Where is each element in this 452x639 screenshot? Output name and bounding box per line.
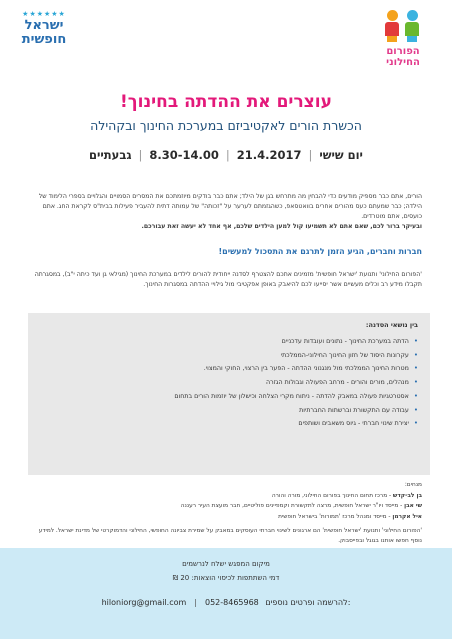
contact-line: hiloniorg@gmail.com | 052-8465968 להרשמה ופרטים נוספים:	[101, 598, 351, 607]
list-item: •עקרונות היסוד של חזון החינוך החילוני-הממלכתי	[280, 350, 418, 359]
children-figures-icon	[374, 8, 432, 46]
presenters-heading: מנחים:	[404, 482, 422, 488]
event-date: 21.4.2017	[236, 148, 302, 162]
bullet-icon: •	[413, 419, 418, 428]
bullet-icon: •	[413, 378, 418, 387]
list-item: •יצירת שינוי חברתי - גיוס משאבים ושותפים	[298, 419, 418, 428]
event-day: יום שישי	[319, 148, 363, 162]
logo-right-line2: החילוני	[386, 57, 420, 68]
program-paragraph: 'הפורום החילוני' ותנועת 'ישראל חופשית' מזמינים אתכם להצטרף לסדנה ייחודית להורים לילדים במערכת החינוך (מגילאי גן ועד כיתה י"ב), במסגרתה תקבלו מידע רב וכלים מעשיים אשר יסייעו לכם להיאבק באופן אפקטיבי מול גילויי ההדתה במסגרות החינוך.	[34, 271, 422, 288]
event-details: יום שישי|21.4.2017|8.30-14.00|גבעתיים	[89, 148, 363, 162]
bullet-icon: •	[413, 350, 418, 359]
intro-bold-text: ובעיקר ברור לכם, שאם אתם לא תשמיעו קול למען הילדים שלכם, אף אחד לא יעשה זאת עבורכם.	[141, 223, 422, 230]
presenter-row: איל אקרמן - מייסד ומנהל מרכז 'תמורות' בישראל חופשית	[278, 513, 422, 520]
bullet-icon: •	[413, 337, 418, 345]
list-item: •מנהלים, מורים והורים - מרחב הפעולה וגבולות הגזרה	[266, 378, 418, 387]
stars-icon: ★★★★★★	[22, 10, 66, 18]
page-subtitle: הכשרת הורים לאקטיביזם במערכת החינוך ובקהילה	[90, 118, 362, 133]
intro-paragraph	[30, 192, 422, 232]
presenter-row: שי אבן - מייסד ויו"ר ישראל חופשית, מרצה לתקשורת וקמפיינים פוליטיים, חבר מועצת העיר רעננה	[180, 503, 422, 509]
presenters-section	[30, 480, 422, 522]
list-item: •עבודה עם התקשורת וברשתות החברתיות	[299, 405, 418, 414]
footer-banner	[0, 548, 452, 639]
fee-note: דמי השתתפות לכיסוי הוצאות: 20 ₪	[172, 574, 280, 582]
bullet-icon: •	[413, 405, 418, 414]
page-title: עוצרים את ההדתה בחינוך!	[120, 92, 332, 112]
topics-list	[174, 335, 418, 431]
bullet-icon: •	[413, 364, 418, 373]
list-item: •מטרות החינוך הממלכתי מול מנגנוני ההדתה - הפער בין הרצוי, החוקי והמצוי.	[203, 364, 418, 373]
intro-text: הורים, אתם כבר מספיק מודעים כדי להבחין מה מתרחש בגן של הילד; אתם כבר בודקים מיוזמתכם את המסרים הסמויים והגלויים בספרי הלימוד של הילדה; כבר שמעתם כעס מהורים אחרים בוואטסאפ, כשהגזמתם לערער על "זכותה" של עמותה דתית להעביר פעילות בבית"ס לקראת החג. אתם כועסים, אתם מוטרדים.	[38, 193, 422, 220]
partner-note: 'הפורום החילוני' ותנועת 'ישראל חופשית' הם ארגונים לשינוי חברתי העוסקים במאבק על שמירת צביונה החופשי, החילוני והדמוקרטי של מדינת ישראל. למידע נוסף חפשו אותנו בגוגל ובפייסבוק.	[38, 528, 422, 544]
phone-number[interactable]: 052-8465968	[204, 598, 259, 607]
location-note: מיקום המפגש ישלח לנרשמים	[182, 560, 270, 568]
topics-title: בין נושאי הסדנה:	[365, 321, 418, 329]
call-to-action: חברות וחברים, הגיע הזמן לתרגם את התסכול למעשים!	[218, 247, 422, 256]
logo-left-line1: ישראל	[24, 18, 64, 33]
event-time: 8.30-14.00	[149, 148, 219, 162]
contact-label: להרשמה ופרטים נוספים:	[265, 598, 351, 607]
secular-forum-logo	[374, 8, 432, 68]
event-place: גבעתיים	[89, 148, 132, 162]
israel-hofshit-logo	[14, 10, 74, 47]
topics-box	[28, 313, 430, 475]
list-item: •הדתה במערכת החינוך - נתונים ועובדות עדכניים	[281, 337, 418, 345]
presenter-row: בן לב-קדש - מרכז תחום החינוך בפורום החילוני, מורה והורה	[271, 492, 422, 499]
email-link[interactable]: hiloniorg@gmail.com	[101, 598, 187, 607]
logo-left-line2: חופשית	[21, 32, 67, 47]
list-item: •אסטרטגיות פעולה במאבק להדתה - ניתוח מקרי הצלחה וכישלון של יוזמות הורים בתחום	[174, 391, 418, 400]
bullet-icon: •	[413, 391, 418, 400]
logo-right-line1: הפורום	[386, 46, 420, 57]
